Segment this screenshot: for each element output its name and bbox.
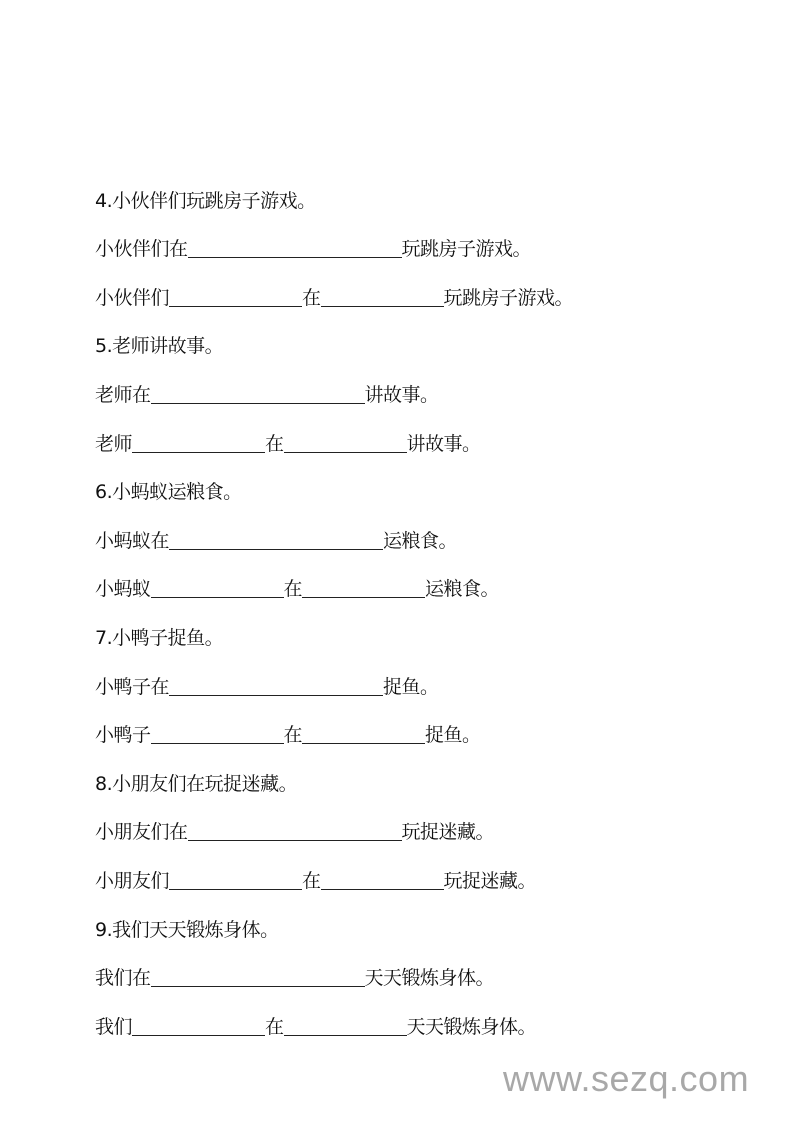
sentence-suffix: 玩捉迷藏。 bbox=[443, 869, 537, 892]
sentence-prefix: 我们在 bbox=[95, 967, 151, 990]
fill-line-single bbox=[95, 944, 735, 993]
fill-line-single bbox=[95, 798, 735, 847]
sentence-prefix: 小蚂蚁 bbox=[95, 578, 151, 601]
fill-line-single bbox=[95, 652, 735, 701]
exercise-title-text: 4.小伙伴们玩跳房子游戏。 bbox=[95, 189, 316, 212]
exercise-title bbox=[95, 749, 735, 798]
answer-blank[interactable] bbox=[132, 432, 265, 453]
sentence-prefix: 小鸭子 bbox=[95, 724, 151, 747]
sentence-prefix: 小鸭子在 bbox=[95, 675, 170, 698]
answer-blank[interactable] bbox=[169, 286, 302, 307]
answer-blank[interactable] bbox=[284, 432, 407, 453]
answer-blank[interactable] bbox=[151, 966, 365, 987]
sentence-prefix: 老师在 bbox=[95, 383, 151, 406]
sentence-middle: 在 bbox=[302, 286, 321, 309]
answer-blank[interactable] bbox=[151, 383, 365, 404]
sentence-suffix: 玩捉迷藏。 bbox=[401, 821, 495, 844]
answer-blank[interactable] bbox=[321, 869, 444, 890]
worksheet bbox=[95, 166, 735, 1041]
watermark-text: www.sezq.com bbox=[503, 1058, 750, 1099]
fill-line-double bbox=[95, 701, 735, 750]
sentence-suffix: 讲故事。 bbox=[364, 383, 439, 406]
answer-blank[interactable] bbox=[132, 1015, 265, 1036]
fill-line-single bbox=[95, 506, 735, 555]
answer-blank[interactable] bbox=[302, 577, 425, 598]
exercise-title bbox=[95, 603, 735, 652]
sentence-middle: 在 bbox=[265, 432, 284, 455]
sentence-prefix: 小朋友们在 bbox=[95, 821, 188, 844]
sentence-suffix: 天天锻炼身体。 bbox=[406, 1015, 537, 1038]
answer-blank[interactable] bbox=[151, 577, 284, 598]
fill-line-double bbox=[95, 846, 735, 895]
sentence-middle: 在 bbox=[265, 1015, 284, 1038]
exercise-title-text: 5.老师讲故事。 bbox=[95, 335, 224, 358]
answer-blank[interactable] bbox=[302, 723, 425, 744]
answer-blank[interactable] bbox=[151, 723, 284, 744]
sentence-suffix: 运粮食。 bbox=[425, 578, 500, 601]
exercise-title bbox=[95, 166, 735, 215]
sentence-suffix: 天天锻炼身体。 bbox=[364, 967, 495, 990]
fill-line-single bbox=[95, 215, 735, 264]
exercise-title-text: 8.小朋友们在玩捉迷藏。 bbox=[95, 772, 298, 795]
fill-line-double bbox=[95, 263, 735, 312]
sentence-suffix: 捉鱼。 bbox=[383, 675, 439, 698]
sentence-suffix: 玩跳房子游戏。 bbox=[443, 286, 574, 309]
exercise-title-text: 7.小鸭子捉鱼。 bbox=[95, 626, 224, 649]
exercise-title bbox=[95, 312, 735, 361]
fill-line-single bbox=[95, 360, 735, 409]
exercise-title-text: 6.小蚂蚁运粮食。 bbox=[95, 481, 242, 504]
sentence-prefix: 小朋友们 bbox=[95, 869, 170, 892]
sentence-prefix: 老师 bbox=[95, 432, 133, 455]
fill-line-double bbox=[95, 409, 735, 458]
fill-line-double bbox=[95, 992, 735, 1041]
answer-blank[interactable] bbox=[188, 820, 402, 841]
sentence-prefix: 小伙伴们在 bbox=[95, 238, 188, 261]
sentence-prefix: 我们 bbox=[95, 1015, 133, 1038]
sentence-prefix: 小伙伴们 bbox=[95, 286, 170, 309]
sentence-middle: 在 bbox=[283, 578, 303, 601]
answer-blank[interactable] bbox=[169, 529, 383, 550]
answer-blank[interactable] bbox=[284, 1015, 407, 1036]
answer-blank[interactable] bbox=[321, 286, 444, 307]
answer-blank[interactable] bbox=[188, 237, 402, 258]
sentence-suffix: 运粮食。 bbox=[383, 529, 458, 552]
exercise-title-text: 9.我们天天锻炼身体。 bbox=[95, 918, 279, 941]
sentence-suffix: 玩跳房子游戏。 bbox=[401, 238, 532, 261]
fill-line-double bbox=[95, 555, 735, 604]
exercise-title bbox=[95, 895, 735, 944]
sentence-suffix: 捉鱼。 bbox=[425, 724, 481, 747]
answer-blank[interactable] bbox=[169, 869, 302, 890]
sentence-middle: 在 bbox=[283, 724, 303, 747]
answer-blank[interactable] bbox=[169, 675, 383, 696]
sentence-middle: 在 bbox=[302, 869, 321, 892]
exercise-title bbox=[95, 458, 735, 507]
sentence-suffix: 讲故事。 bbox=[406, 432, 481, 455]
sentence-prefix: 小蚂蚁在 bbox=[95, 529, 170, 552]
